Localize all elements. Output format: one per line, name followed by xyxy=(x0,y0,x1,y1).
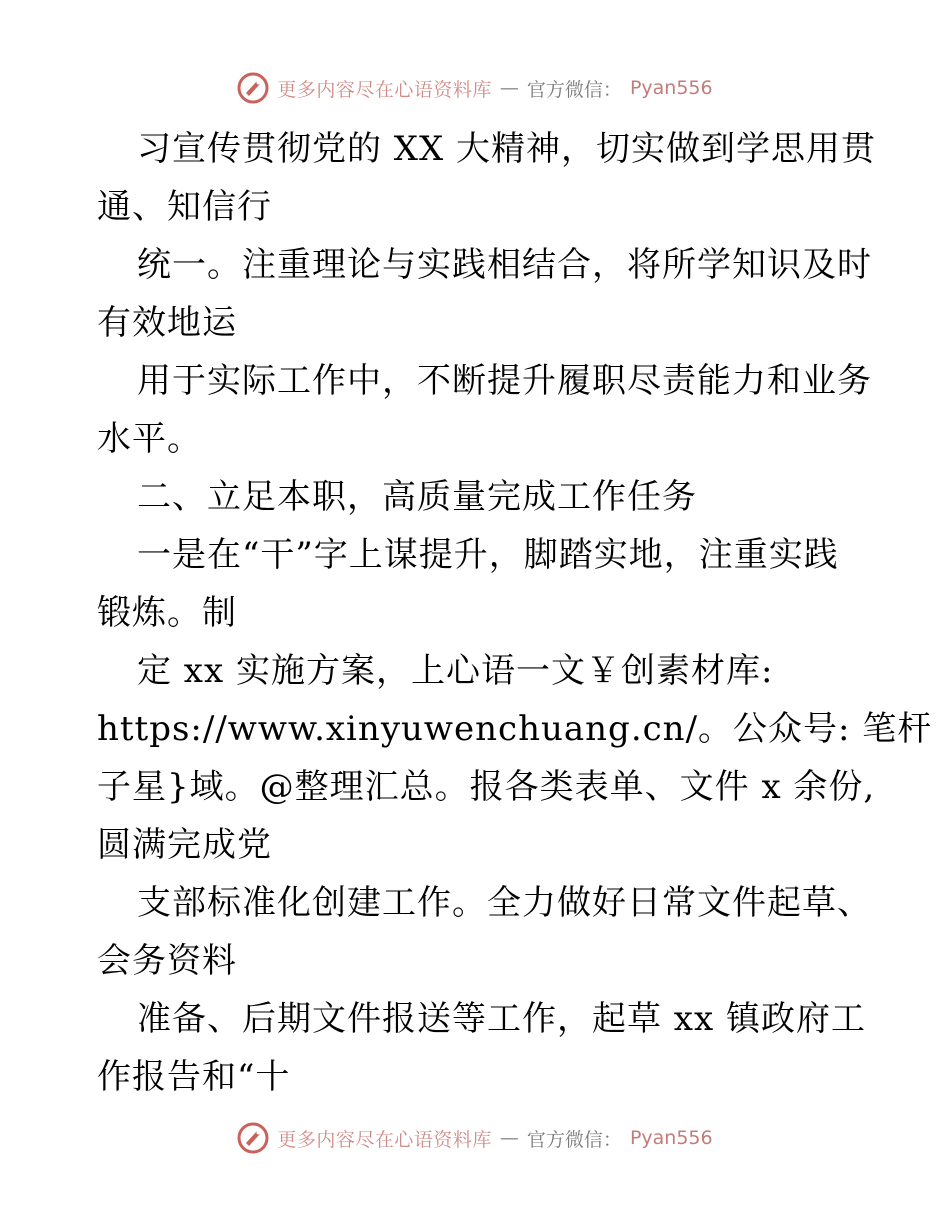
watermark-main-text: 更多内容尽在心语资料库 xyxy=(277,1128,492,1151)
text-line: https://www.xinyuwenchuang.cn/。公众号: 笔杆 xyxy=(97,709,933,749)
document-body xyxy=(97,120,933,1106)
text-line: 锻炼。制 xyxy=(97,593,237,633)
text-line: 有效地运 xyxy=(97,303,237,343)
text-line: 通、知信行 xyxy=(97,187,272,227)
text-line: 习宣传贯彻党的 XX 大精神，切实做到学思用贯 xyxy=(137,129,877,169)
text-line: 子星}域。@整理汇总。报各类表单、文件 x 余份, xyxy=(97,767,876,807)
text-line: 一是在“干”字上谋提升，脚踏实地，注重实践 xyxy=(137,535,839,575)
header-watermark xyxy=(0,72,950,104)
watermark-main-text: 更多内容尽在心语资料库 xyxy=(277,78,492,101)
brand-logo-icon xyxy=(237,1122,269,1154)
footer-watermark xyxy=(0,1122,950,1154)
watermark-label: 官方微信： xyxy=(526,78,622,101)
watermark-wechat-id: Pyan556 xyxy=(629,77,713,99)
text-line: 准备、后期文件报送等工作，起草 xx 镇政府工 xyxy=(137,999,866,1039)
text-line: 水平。 xyxy=(97,419,202,459)
text-line: 会务资料 xyxy=(97,941,237,981)
watermark-separator: — xyxy=(499,1127,519,1149)
watermark-label: 官方微信： xyxy=(526,1128,622,1151)
brand-logo-icon xyxy=(237,72,269,104)
text-line: 圆满完成党 xyxy=(97,825,272,865)
text-line: 用于实际工作中，不断提升履职尽责能力和业务 xyxy=(137,361,872,401)
text-line: 二、立足本职，高质量完成工作任务 xyxy=(137,477,697,517)
text-line: 统一。注重理论与实践相结合，将所学知识及时 xyxy=(137,245,872,285)
text-line: 作报告和“十 xyxy=(97,1057,291,1097)
text-line: 支部标准化创建工作。全力做好日常文件起草、 xyxy=(137,883,872,923)
watermark-separator: — xyxy=(499,77,519,99)
watermark-wechat-id: Pyan556 xyxy=(629,1127,713,1149)
text-line: 定 xx 实施方案，上心语一文￥创素材库: xyxy=(137,651,774,691)
